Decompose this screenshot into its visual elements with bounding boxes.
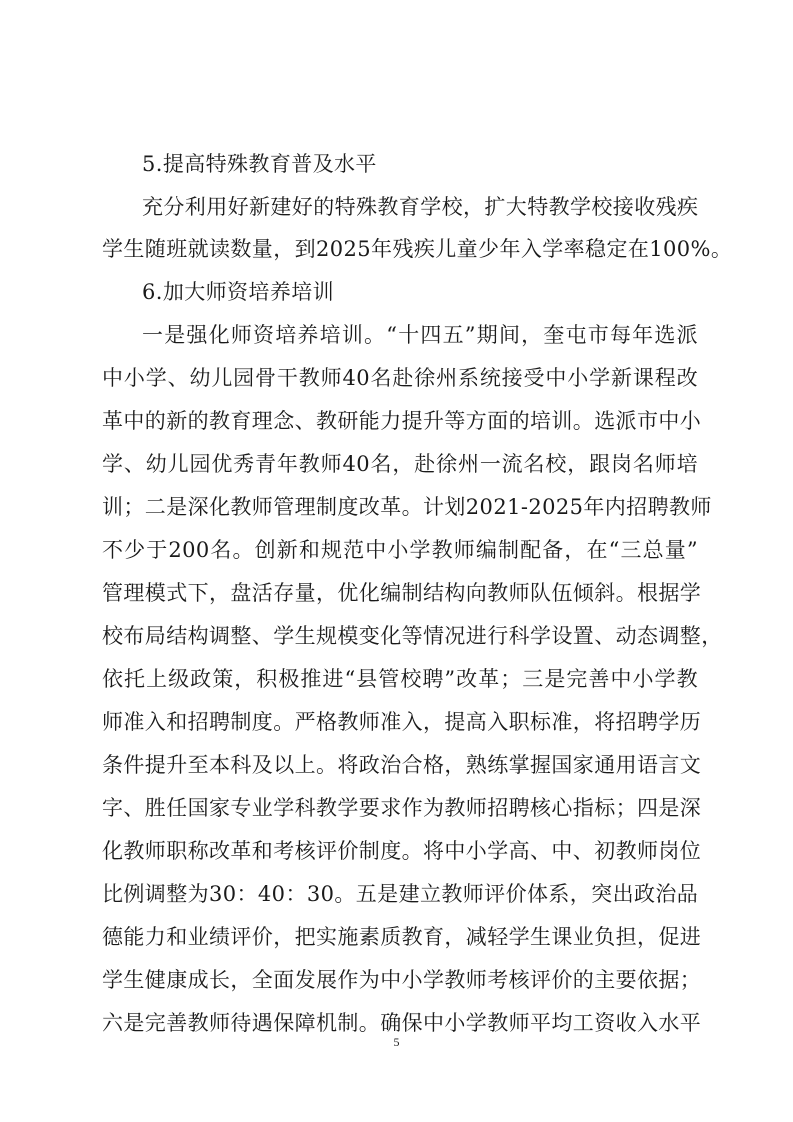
body-line: 比例调整为30：40：30。五是建立教师评价体系，突出政治品 (102, 882, 699, 906)
body-line: 化教师职称改革和考核评价制度。将中小学高、中、初教师岗位 (102, 839, 702, 863)
body-line: 字、胜任国家专业学科教学要求作为教师招聘核心指标；四是深 (102, 796, 702, 820)
body-line: 训；二是深化教师管理制度改革。计划2021-2025年内招聘教师 (102, 495, 712, 519)
body-line: 学生健康成长，全面发展作为中小学教师考核评价的主要依据； (102, 968, 702, 992)
body-line: 依托上级政策，积极推进“县管校聘”改革；三是完善中小学教 (102, 667, 698, 691)
section-6-heading: 6.加大师资培养培训 (142, 280, 335, 304)
body-line: 六是完善教师待遇保障机制。确保中小学教师平均工资收入水平 (102, 1011, 702, 1035)
page-number: 5 (393, 1035, 400, 1049)
body-line: 一是强化师资培养培训。“十四五”期间，奎屯市每年选派 (142, 323, 698, 347)
body-line: 充分利用好新建好的特殊教育学校，扩大特教学校接收残疾 (142, 195, 699, 219)
body-line: 革中的新的教育理念、教研能力提升等方面的培训。选派市中小 (102, 409, 702, 433)
body-line: 中小学、幼儿园骨干教师40名赴徐州系统接受中小学新课程改 (102, 366, 698, 390)
section-5-heading: 5.提高特殊教育普及水平 (142, 152, 377, 176)
body-line: 德能力和业绩评价，把实施素质教育，减轻学生课业负担，促进 (102, 925, 702, 949)
body-line: 管理模式下，盘活存量，优化编制结构向教师队伍倾斜。根据学 (102, 581, 702, 605)
body-line: 不少于200名。创新和规范中小学教师编制配备，在“三总量” (102, 538, 698, 562)
body-line: 学、幼儿园优秀青年教师40名，赴徐州一流名校，跟岗名师培 (102, 452, 698, 476)
body-line: 师准入和招聘制度。严格教师准入，提高入职标准，将招聘学历 (102, 710, 702, 734)
body-line: 校布局结构调整、学生规模变化等情况进行科学设置、动态调整， (102, 624, 723, 648)
body-line: 学生随班就读数量，到2025年残疾儿童少年入学率稳定在100%。 (102, 237, 733, 261)
body-line: 条件提升至本科及以上。将政治合格，熟练掌握国家通用语言文 (102, 753, 702, 777)
